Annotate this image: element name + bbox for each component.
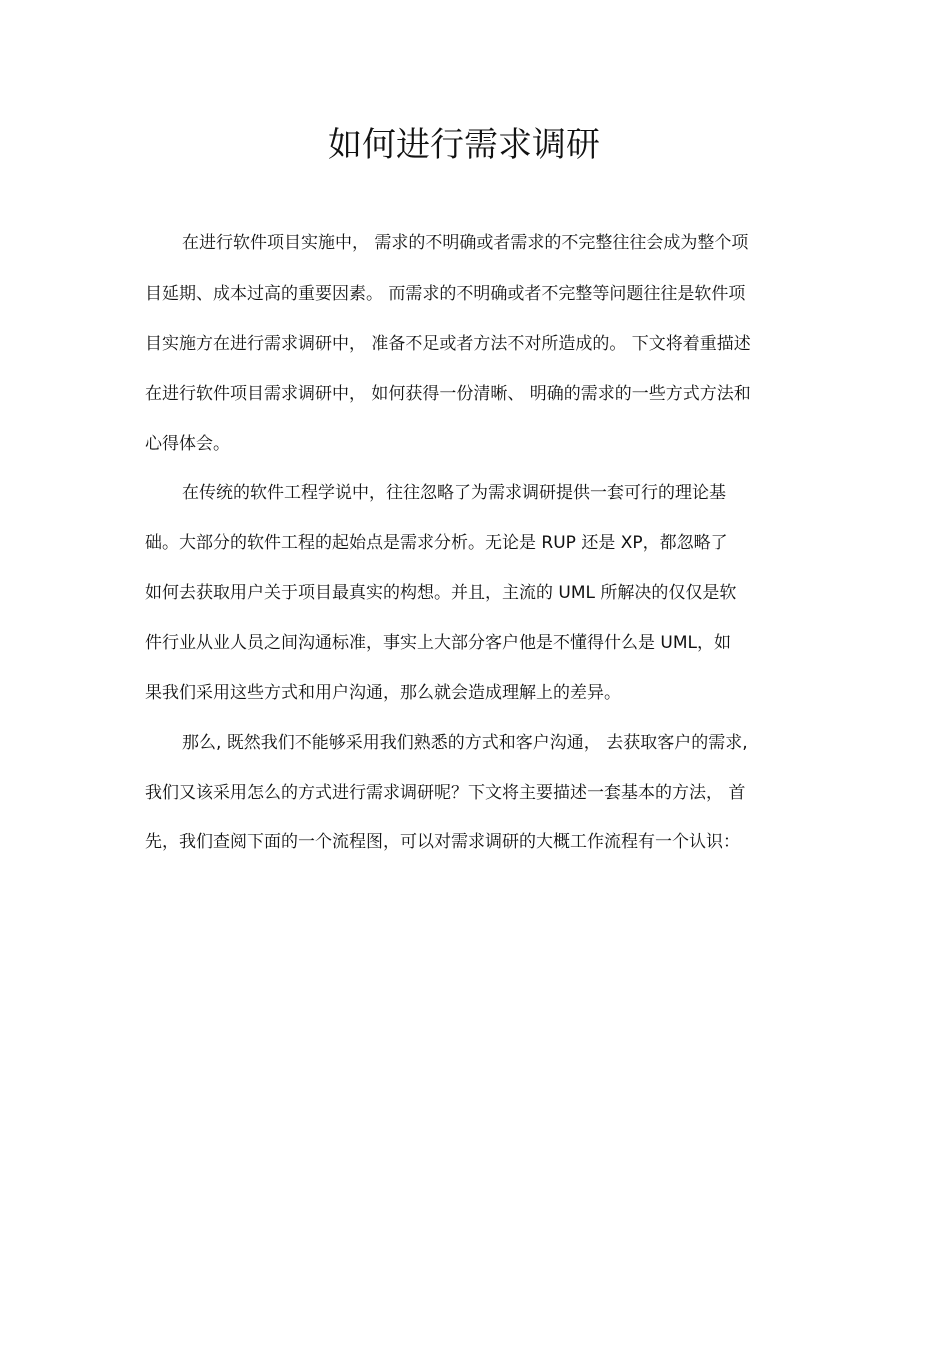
document-title: 如何进行需求调研 — [328, 125, 600, 165]
paragraph-2-line-1: 在传统的软件工程学说中，往往忽略了为需求调研提供一套可行的理论基 — [182, 483, 726, 503]
paragraph-1-line-3: 目实施方在进行需求调研中， 准备不足或者方法不对所造成的。 下文将着重描述 — [145, 334, 751, 354]
paragraph-1-line-2: 目延期、成本过高的重要因素。 而需求的不明确或者不完整等问题往往是软件项 — [145, 284, 746, 304]
paragraph-1-line-4: 在进行软件项目需求调研中， 如何获得一份清晰、 明确的需求的一些方式方法和 — [145, 384, 751, 404]
paragraph-2-line-3: 如何去获取用户关于项目最真实的构想。并且，主流的 UML 所解决的仅仅是软 — [145, 583, 737, 603]
paragraph-3-line-2: 我们又该采用怎么的方式进行需求调研呢？下文将主要描述一套基本的方法， 首 — [145, 783, 746, 803]
paragraph-2-line-5: 果我们采用这些方式和用户沟通，那么就会造成理解上的差异。 — [145, 683, 621, 703]
paragraph-2-line-4: 件行业从业人员之间沟通标准，事实上大部分客户他是不懂得什么是 UML，如 — [145, 633, 731, 653]
paragraph-3-line-1: 那么, 既然我们不能够采用我们熟悉的方式和客户沟通， 去获取客户的需求, — [182, 733, 748, 753]
paragraph-1-line-5: 心得体会。 — [145, 434, 230, 454]
paragraph-1-line-1: 在进行软件项目实施中， 需求的不明确或者需求的不完整往往会成为整个项 — [182, 233, 749, 253]
paragraph-3-line-3: 先，我们查阅下面的一个流程图，可以对需求调研的大概工作流程有一个认识： — [145, 832, 740, 852]
paragraph-2-line-2: 础。大部分的软件工程的起始点是需求分析。无论是 RUP 还是 XP，都忽略了 — [145, 533, 728, 553]
